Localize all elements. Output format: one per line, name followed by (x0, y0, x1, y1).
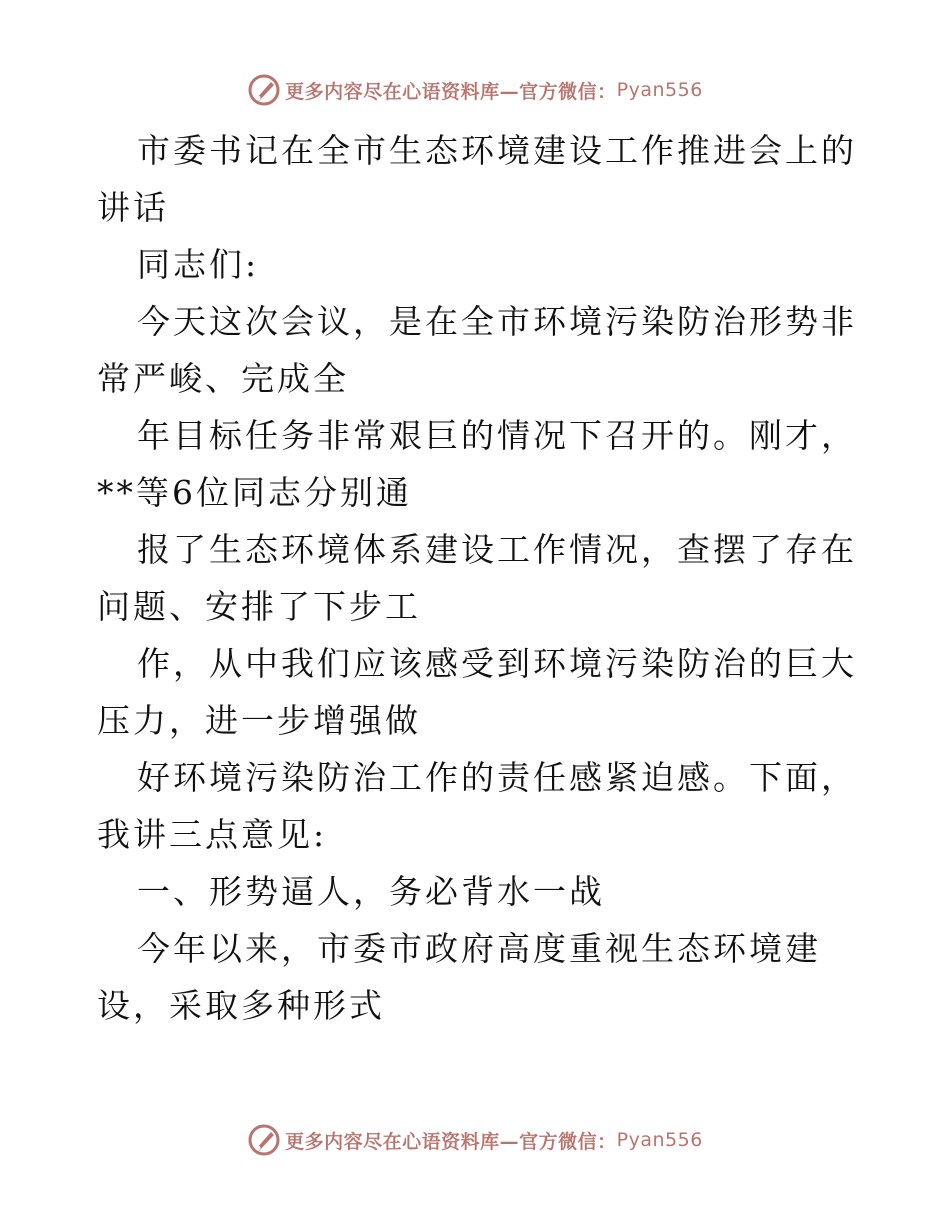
paragraph: 今天这次会议，是在全市环境污染防治形势非常严峻、完成全 (97, 302, 857, 398)
watermark-wechat-id: Pyan556 (616, 1129, 703, 1151)
watermark-text: 更多内容尽在心语资料库—官方微信： (285, 80, 617, 103)
section-heading: 一、形势逼人，务必背水一战 (137, 872, 605, 911)
watermark-text: 更多内容尽在心语资料库—官方微信： (285, 1130, 617, 1153)
paragraph: 好环境污染防治工作的责任感紧迫感。下面，我讲三点意见: (97, 758, 857, 854)
paragraph: 同志们: (137, 245, 260, 284)
paragraph: 作，从中我们应该感受到环境污染防治的巨大压力，进一步增强做 (97, 644, 857, 740)
document-body (97, 122, 857, 1034)
paragraph: 今年以来，市委市政府高度重视生态环境建设，采取多种形式 (97, 929, 821, 1025)
pen-logo-icon (247, 73, 281, 107)
watermark-wechat-id: Pyan556 (616, 79, 703, 101)
watermark-header (0, 70, 950, 110)
watermark-footer (0, 1120, 950, 1160)
pen-logo-icon (247, 1123, 281, 1157)
paragraph: 年目标任务非常艰巨的情况下召开的。刚才，**等6位同志分别通 (97, 416, 857, 512)
paragraph: 报了生态环境体系建设工作情况，查摆了存在问题、安排了下步工 (97, 530, 857, 626)
document-title: 市委书记在全市生态环境建设工作推进会上的讲话 (97, 131, 857, 227)
